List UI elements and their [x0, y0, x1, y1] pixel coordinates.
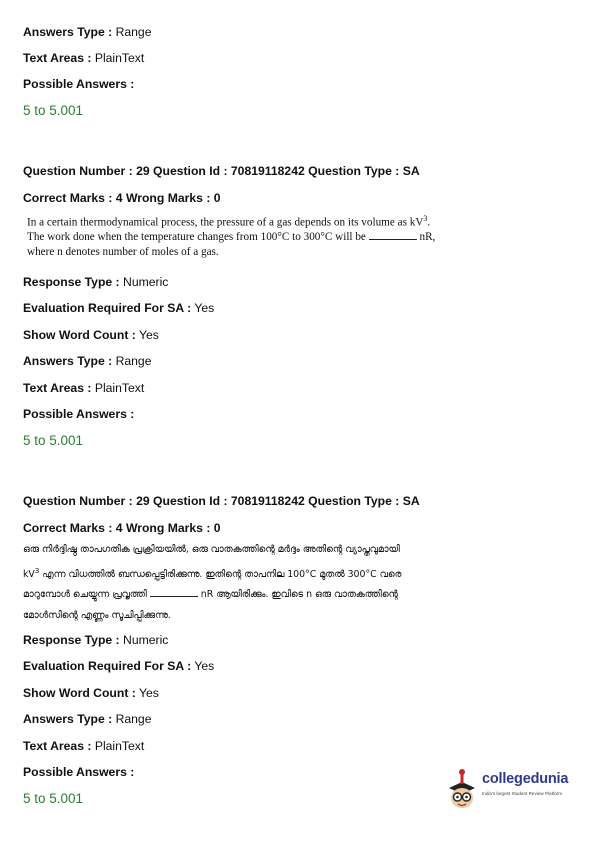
- response-type-label: Response Type :: [23, 275, 120, 289]
- question-header: Question Number : 29 Question Id : 70819118242 Question Type : SA: [23, 494, 420, 508]
- answers-type-row: [23, 353, 152, 369]
- show-word-count-row: [23, 685, 159, 701]
- possible-answers-label: Possible Answers :: [23, 765, 135, 779]
- text-areas-value: PlainText: [94, 739, 145, 753]
- answers-type-row: [23, 24, 152, 40]
- possible-answer: 5 to 5.001: [23, 791, 84, 806]
- evaluation-required-label: Evaluation Required For SA :: [23, 301, 192, 315]
- evaluation-required-row: [23, 300, 214, 316]
- possible-answer: 5 to 5.001: [23, 103, 84, 118]
- question-marks: Correct Marks : 4 Wrong Marks : 0: [23, 191, 221, 205]
- question-header: Question Number : 29 Question Id : 70819118242 Question Type : SA: [23, 164, 420, 178]
- answer-blank: [150, 587, 198, 597]
- mascot-icon: [444, 768, 480, 810]
- evaluation-required-row: [23, 658, 214, 674]
- question-marks: Correct Marks : 4 Wrong Marks : 0: [23, 521, 221, 535]
- logo-wordmark: collegedunia: [482, 771, 569, 787]
- text-areas-label: Text Areas :: [23, 51, 92, 65]
- possible-answers-label: Possible Answers :: [23, 407, 135, 421]
- response-type-value: Numeric: [123, 633, 169, 647]
- answer-blank: [369, 230, 417, 240]
- text-areas-row: [23, 738, 144, 754]
- answers-type-value: Range: [115, 25, 152, 39]
- possible-answers-label: Possible Answers :: [23, 77, 135, 91]
- show-word-count-value: Yes: [139, 686, 159, 700]
- answers-type-label: Answers Type :: [23, 354, 113, 368]
- evaluation-required-value: Yes: [194, 301, 215, 315]
- logo-tagline: India's largest Student Review Platform: [482, 791, 563, 796]
- response-type-value: Numeric: [123, 275, 169, 289]
- question-text-malayalam: ഒരു നിർദ്ദിഷ്ഠ താപഗതിക പ്രക്രിയയിൽ, ഒരു വാതകത്തിന്റെ മർദ്ദം അതിന്റെ വ്യാപ്തവുമായി $kV^3$ എന്ന വിധത്തിൽ ബന്ധപ്പെട്ടിരിക്കുന്നു. ഇതിന്റെ താപനില 100°C മുതൽ 300°C വരെ മാറുമ്പോൾ ചെയ്യുന്ന പ്രവൃത്തി nR ആയിരിക്കും. ഇവിടെ n ഒരു വാതകത്തിന്റെ മോൾസിന്റെ എണ്ണം സൂചിപ്പിക്കുന്നു.: [23, 544, 402, 621]
- possible-answer: 5 to 5.001: [23, 433, 84, 448]
- answers-type-label: Answers Type :: [23, 25, 113, 39]
- text-areas-value: PlainText: [94, 381, 145, 395]
- show-word-count-value: Yes: [139, 328, 159, 342]
- evaluation-required-label: Evaluation Required For SA :: [23, 659, 192, 673]
- answers-type-row: [23, 711, 152, 727]
- text-areas-label: Text Areas :: [23, 381, 92, 395]
- answers-type-value: Range: [115, 354, 152, 368]
- response-type-row: [23, 632, 168, 648]
- show-word-count-label: Show Word Count :: [23, 686, 136, 700]
- show-word-count-row: [23, 327, 159, 343]
- show-word-count-label: Show Word Count :: [23, 328, 136, 342]
- response-type-row: [23, 274, 168, 290]
- evaluation-required-value: Yes: [194, 659, 215, 673]
- answers-type-value: Range: [115, 712, 152, 726]
- text-areas-row: [23, 50, 144, 66]
- text-areas-row: [23, 380, 144, 396]
- text-areas-value: PlainText: [94, 51, 145, 65]
- response-type-label: Response Type :: [23, 633, 120, 647]
- text-areas-label: Text Areas :: [23, 739, 92, 753]
- answers-type-label: Answers Type :: [23, 712, 113, 726]
- question-text-english: In a certain thermodynamical process, the pressure of a gas depends on its volume as $kV^3$. The work done when the temperature changes from 100°C to 300°C will be nR, where n denotes number of moles of a gas.: [27, 214, 436, 258]
- collegedunia-logo: [444, 768, 569, 810]
